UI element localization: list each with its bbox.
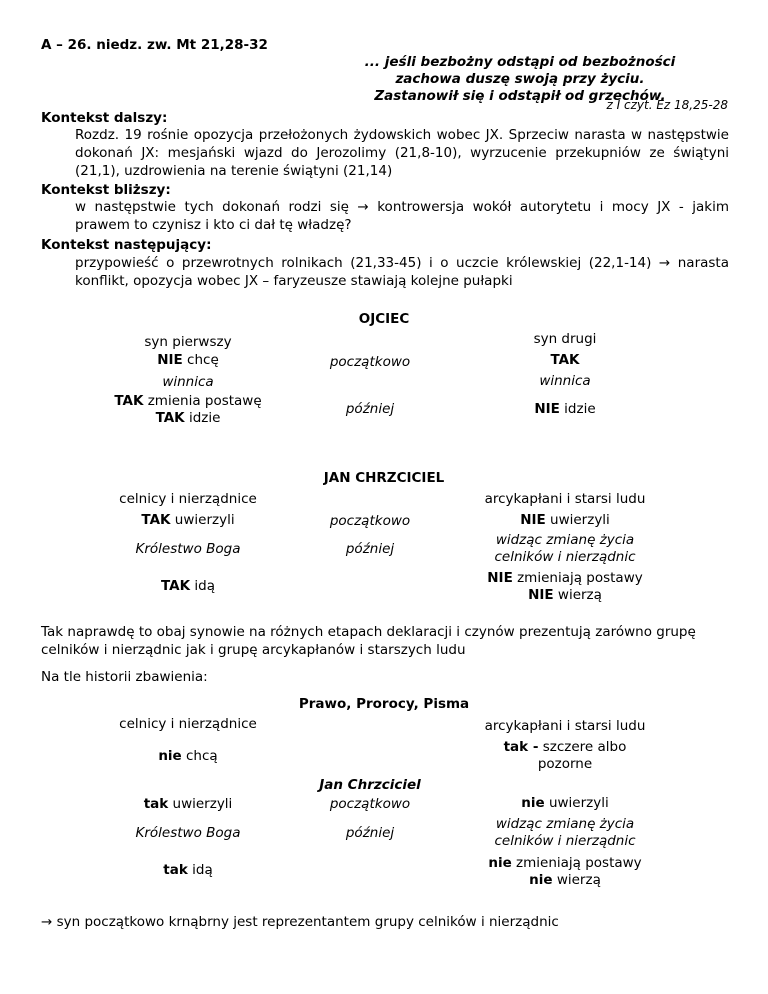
context-far-body: Rozdz. 19 rośnie opozycja przełożonych żydowskich wobec JX. Sprzeciw narasta w następstwie dokonań JX: mesjański wjazd do Jerozolimy (21,8-10), wyrzucenie przekupniów ze świątyni (21,1), uzdrowienia na terenie świątyni (21,14) <box>75 127 729 179</box>
table2-mid-row2: później <box>345 541 395 557</box>
table1-right-row3: NIE idzie <box>534 401 596 417</box>
table1-mid-row1: początkowo <box>329 354 411 370</box>
table3-right-row1: tak - szczere albo pozorne <box>503 739 627 772</box>
context-far-title: Kontekst dalszy: <box>41 110 168 126</box>
table3-left-row3: Królestwo Boga <box>135 825 241 841</box>
table2-left-row3: TAK idą <box>161 578 215 594</box>
table2-left-row1: TAK uwierzyli <box>141 512 235 528</box>
table3-right-head: arcykapłani i starsi ludu <box>484 718 646 734</box>
table2-right-row2: widząc zmianę życia celników i nierządnic <box>494 532 636 565</box>
context-near-body: w następstwie tych dokonań rodzi się → kontrowersja wokół autorytetu i mocy JX - jakim prawem to czynisz i kto ci dał tę władzę? <box>75 199 729 233</box>
table3-left-row4: tak idą <box>163 862 213 878</box>
table3-mid-title: Jan Chrzciciel <box>319 777 421 793</box>
table2-right-head: arcykapłani i starsi ludu <box>484 491 646 507</box>
document-header: A – 26. niedz. zw. Mt 21,28-32 <box>41 37 268 53</box>
history-heading: Na tle historii zbawienia: <box>41 669 208 685</box>
context-near-title: Kontekst bliższy: <box>41 182 171 198</box>
table3-left-row2: tak uwierzyli <box>143 796 233 812</box>
table2-title: JAN CHRZCICIEL <box>323 470 445 486</box>
table3-mid-row2: później <box>345 825 395 841</box>
quote-line-3: Zastanowił się i odstąpił od grzechów. <box>374 88 666 104</box>
table3-left-head: celnicy i nierządnice <box>119 716 257 732</box>
table2-mid-row1: początkowo <box>329 513 411 529</box>
table1-right-row2: winnica <box>539 373 591 389</box>
table3-right-row2: nie uwierzyli <box>521 795 609 811</box>
table1-right-head: syn drugi <box>533 331 597 347</box>
table1-left-row3: TAK zmienia postawę TAK idzie <box>114 393 262 426</box>
table3-right-row4: nie zmieniają postawy nie wierzą <box>488 855 642 888</box>
quote-line-2: zachowa duszę swoją przy życiu. <box>395 71 645 87</box>
table1-left-row1: NIE chcę <box>157 352 219 368</box>
summary-paragraph: Tak naprawdę to obaj synowie na różnych etapach deklaracji i czynów prezentują zarówno grupę celników i nierządnic jak i grupę arcykapłanów i starszych ludu <box>41 624 696 658</box>
table2-left-head: celnicy i nierządnice <box>119 491 257 507</box>
table1-left-head: syn pierwszy <box>144 334 232 350</box>
table1-title: OJCIEC <box>358 311 410 327</box>
table3-title: Prawo, Prorocy, Pisma <box>298 696 470 712</box>
quote-line-1: ... jeśli bezbożny odstąpi od bezbożności <box>364 54 676 70</box>
context-next-title: Kontekst następujący: <box>41 237 212 253</box>
table2-left-row2: Królestwo Boga <box>135 541 241 557</box>
table2-right-row1: NIE uwierzyli <box>520 512 610 528</box>
table1-mid-row2: później <box>345 401 395 417</box>
table3-mid-row1: początkowo <box>329 796 411 812</box>
table3-left-row1: nie chcą <box>158 748 218 764</box>
context-next-body: przypowieść o przewrotnych rolnikach (21,33-45) i o uczcie królewskiej (22,1-14) → narasta konflikt, opozycja wobec JX – faryzeusze stawiają kolejne pułapki <box>75 255 729 289</box>
footer-note: → syn początkowo krnąbrny jest reprezentantem grupy celników i nierządnic <box>41 914 559 930</box>
table3-right-row3: widząc zmianę życia celników i nierządnic <box>494 816 636 849</box>
quote-reference: z I czyt. Ez 18,25-28 <box>606 98 728 112</box>
table1-left-row2: winnica <box>162 374 214 390</box>
table2-right-row3: NIE zmieniają postawy NIE wierzą <box>487 570 643 603</box>
table1-right-row1: TAK <box>550 352 580 368</box>
